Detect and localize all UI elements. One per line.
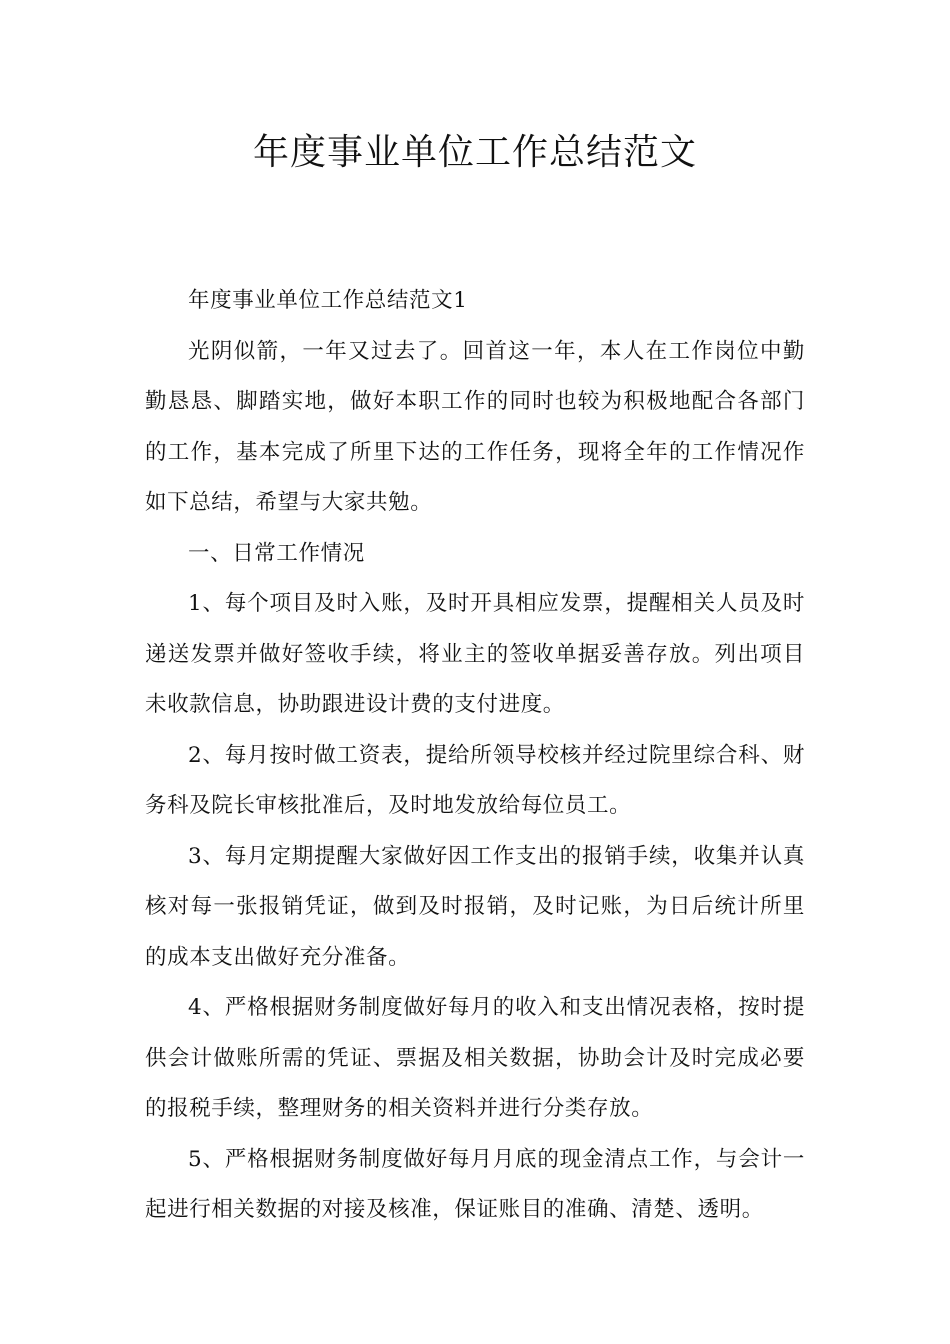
document-title: 年度事业单位工作总结范文 xyxy=(252,132,697,173)
document-body xyxy=(145,276,805,1236)
list-item-1: 1、每个项目及时入账，及时开具相应发票，提醒相关人员及时递送发票并做好签收手续，将业主的签收单据妥善存放。列出项目未收款信息，协助跟进设计费的支付进度。 xyxy=(145,591,805,717)
list-item-3: 3、每月定期提醒大家做好因工作支出的报销手续，收集并认真核对每一张报销凭证，做到及时报销，及时记账，为日后统计所里的成本支出做好充分准备。 xyxy=(145,843,805,970)
list-item-5: 5、严格根据财务制度做好每月月底的现金清点工作，与会计一起进行相关数据的对接及核准，保证账目的准确、清楚、透明。 xyxy=(145,1146,805,1222)
list-item-4: 4、严格根据财务制度做好每月的收入和支出情况表格，按时提供会计做账所需的凭证、票据及相关数据，协助会计及时完成必要的报税手续，整理财务的相关资料并进行分类存放。 xyxy=(145,995,805,1121)
list-item-2: 2、每月按时做工资表，提给所领导校核并经过院里综合科、财务科及院长审核批准后，及时地发放给每位员工。 xyxy=(145,742,805,818)
intro-paragraph: 光阴似箭，一年又过去了。回首这一年，本人在工作岗位中勤勤恳恳、脚踏实地，做好本职工作的同时也较为积极地配合各部门的工作，基本完成了所里下达的工作任务，现将全年的工作情况作如下总结，希望与大家共勉。 xyxy=(145,338,805,515)
section-heading: 年度事业单位工作总结范文1 xyxy=(188,288,468,313)
subsection-heading: 一、日常工作情况 xyxy=(188,540,365,566)
